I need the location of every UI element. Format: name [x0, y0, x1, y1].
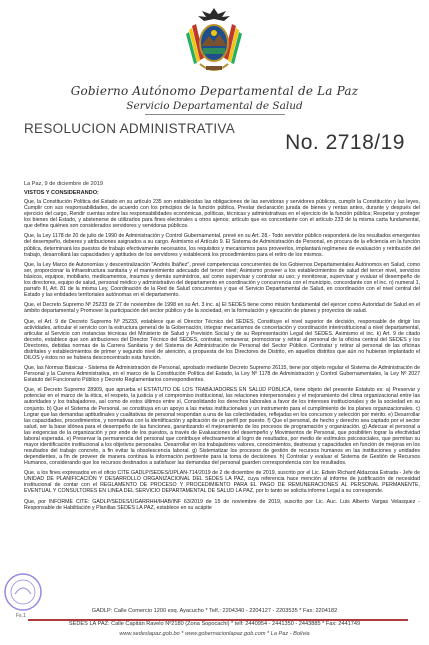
official-round-stamp-icon: [3, 572, 43, 612]
vistos-heading: VISTOS Y CONSIDERANDO:: [24, 190, 99, 196]
resolution-body: [24, 199, 420, 515]
paragraph: Que, la Ley 1178 de 20 de julio de 1990 de Administración y Control Gubernamental, prevé en su Art. 28.- Todo servidor público responderá de los resultados emergentes del desempeño, deberes y atribuciones asignados a su cargo. Asimismo el Artículo 9. El Sistema de Administración de Personal, en procura de la eficiencia en la función pública, determinará los puestos de trabajo efectivamente necesarios, los requisitos y mecanismos para proveerlos, implantará regímenes de evaluación y retribución del trabajo, desarrollará las capacidades y aptitudes de los servidores y establecerá los procedimientos para el retiro de los mismos.: [24, 233, 420, 258]
service-name: Servicio Departamental de Salud: [126, 100, 303, 112]
document-type: RESOLUCION ADMINISTRATIVA: [24, 121, 236, 136]
document-date: La Paz, 9 de diciembre de 2019: [24, 181, 103, 187]
footer-sedes-address: SEDES LA PAZ: Calle Capitán Ravelo Nº2180 (Zona Sopocachi) * telf: 2440954 - 2441350 - 2443885 * Fax: 2441749: [68, 621, 361, 627]
paragraph: Que, la Ley Marco de Autonomías y descentralización "Andrés Ibáñez", prevé competencias concurrentes de los Gobiernos Departamentales Autónomos en Salud, como ser, proporcionar la infraestructura sanitaria y el mantenimiento adecuado del tercer nivel; Asimismo proveer a los establecimientos de salud del tercer nivel, servicios básicos, equipos, mobiliario, medicamentos, insumos y demás suministros, así como supervisar y controlar su uso; y monitorear, supervisar y evaluar el desempeño de los directores, equipo de salud, personal médico y administrativo del departamento en coordinación y concurrencia con el municipio, concordante con el inc. n) numeral 1, parrafo III, Art. 81 de la misma Ley, Coordinación de la Red de Salud concurrentes y que el Servicio Departamental de Salud, en coordinación con el nivel central del Estado y las entidades territoriales autónomas en el departamento.: [24, 261, 420, 299]
paragraph: Que, por INFORME CITE: GADLP/SEDES/UGARRHH/IHAB/INF 63/2019 de 15 de noviembre de 2019, suscrito por Lic. Auc. Luis Alberto Vargas Velasquez - Responsable de Habilitación y Planillas SEDES LA PAZ, establece en su acápite: [24, 498, 420, 511]
footer-gadlp-address: GADLP: Calle Comercio 1200 esq. Ayacucho * Telf.: 2204340 - 2204127 - 2203535 * Fax: 2204182: [91, 608, 338, 614]
bolivia-coat-of-arms-icon: [184, 6, 244, 80]
paragraph: Que, el Decreto Supremo 28909, que aprueba el ESTATUTO DE LOS TRABAJADORES EN SALUD PÚBLICA, tiene objeto del presente Estatuto es: a) Preservar y potenciar en el marco de la ética, el respeto, la justicia y el compromiso institucional, las relaciones interpersonales y el mejoramiento del clima organizacional entre las autoridades y los trabajadores, así como de estos últimos entre sí, Consolidando los derechos laborales a favor de los intereses institucionales y de la sociedad en su conjunto. b) Que el Sistema de Personal, se constituya en un apoyo a las metas institucionales y un instrumento para el cumplimiento de los planes organizacionales. c) Lograr que las demandas aptitudinales y cualitativas de personal respondan a una de las colectividades, reflejadas en los concursos y selección por mérito. e) Desarrollar las capacidades, procedimientos, y normativas con la identificación y aplicación de un perfil por puesto. f) Que el personal, de hecho y derecho sea captado por el sector salud, ser la base idónea para el desempeño de las funciones, garantizando el mejoramiento de los procesos de programación y organización. g) Adecuar el personal a las exigencias de la organización y por ende de los puestos, a través de Evaluaciones del desempeño y Movimientos de Personal, que posibiliten lograr la efectividad laboral esperada. e) Preservar la permanencia del personal que contribuye efectivamente al logro de resultados, por medio de estímulos psicosociales, que permitan su mayor identificación institucional a los objetivos personales. Desarrollar en los trabajadores valores, conocimientos, destrezas y capacidades en función de mejoras en los resultados del trabajo concreto, a fin evitar la obsolescencia laboral. g) Sistematizar los procesos de gestión de recursos humanos en las instituciones y unidades dependientes, a fin de proveer de manera continua la información pertinente para la toma de decisiones. h) Controlar y evaluar el Sistema de Gestión de Recursos Humanos, considerando que los recursos destinados a satisfacer las demandas del personal guarden correspondencia con los resultados.: [24, 387, 421, 466]
footer-websites: www.sedeslapaz.gob.bo * www.gobernacionlapaz.gob.com * La Paz - Bolivia: [119, 631, 310, 637]
paragraph: Que, las Normas Básicas - Sistema de Administración de Personal, aprobado mediante Decreto Supremo 26115, tiene por objeto regular el Sistema de Administración de Personal y la Carrera Administrativa, en el marco de la Constitución Política del Estado, la Ley Nº 1178 de Administración y Control Gubernamentales, la Ley Nº 2027 Estatuto del Funcionario Público y Decreto Reglamentarios correspondientes.: [24, 365, 420, 384]
paragraph: Que, el Art. 9 de Decreto Supremo Nº 25233, establece que el Director Técnico del SEDES, Constituye el nivel superior de decisión, responsable de dirigir los actividades, articular el servicio con la estructura general de la Gobernación, integrar mecanismos de concertación y coordinación interinstitucional a nivel departamental, articular al Servicio con instancias técnicas del Ministerio de Salud y Previsión Social y de su Representación Legal del SEDES. Asimismo el inc. k) Art. 9 de citado decreto, establece que son atribuciones del Director Técnico del SEDES, contratar, remunerar, promocionar y retirar al personal de la oficina central del SEDES y los Directores, debidas normas de la Carrera Sanitaria y del Sistema de Administración de Personal del Sector Público. Contratar y retirar al personal de las oficinas distritales y establecimientos de primer y segundo nivel de atención, a propuesta de los Directores de Distrito, en aquellos distritos que aún no hubieran implantado el DILOS y éstos no se hubiera desconcentrado esta función.: [24, 318, 420, 361]
paragraph: Que, el Decreto Supremo Nº 25233 de 27 de noviembre de 1998 en su Art. 3 inc. a) El SEDES tiene como misión fundamental del ejercer como Autoridad de Salud en el ámbito departamental y Promover la participación del sector público y de la sociedad, en la formulación y ejecución de planes y proyectos de salud.: [24, 302, 420, 315]
folio-mark: Fs.1: [16, 613, 26, 619]
header-divider: [145, 114, 285, 115]
paragraph: Que, la Constitución Política del Estado en su artículo 235 son establecidas las obligaciones de las servidoras y servidores públicos, cumplir la Constitución y las leyes, Cumplir con sus responsabilidades, de acuerdo con los principios de la función pública, Prestar declaración jurada de bienes y rentas antes, durante y después del ejercicio del cargo, Rendir cuentas sobre las responsabilidades económicas, políticas, técnicas y administrativas en el ejercicio de la función pública; Respetar y proteger los bienes del Estado, y abstenerse de utilizarlos para fines electorales u otros ajenos; artículo que es concordante con el artículo 233 de la misma carta fundamental, que define quiénes son considerados servidores y servidoras públicos.: [24, 199, 420, 230]
paragraph: Que, a los fines expresados en el oficio CITE GADLP/SEDES/UPLAN-714/2019 de 2 de diciembre de 2019, suscrito por el Lic. Edwin Richard Aldazosa Estrada - Jefe de UNIDAD DE PLANIFICACIÓN Y DESARROLLO ORGANIZACIONAL DEL SEDES LA PAZ, cuya referencia hace mención al informe de justificación de necesidad institucional de contar con el REGLAMENTO DE PROCESO Y PROCEDIMIENTO PARA EL PAGO DE REMUNERACIONES AL PERSONAL PERMANENTE, EVENTUAL Y CONSULTORES EN LINEA DEL SERVICIO DEPARTAMENTAL DE SALUD LA PAZ, por lo tanto se solicita informe Legal a su corresponde.: [24, 470, 420, 495]
document-number: No. 2718/19: [285, 131, 405, 154]
government-name: Gobierno Autónomo Departamental de La Paz: [70, 84, 359, 98]
